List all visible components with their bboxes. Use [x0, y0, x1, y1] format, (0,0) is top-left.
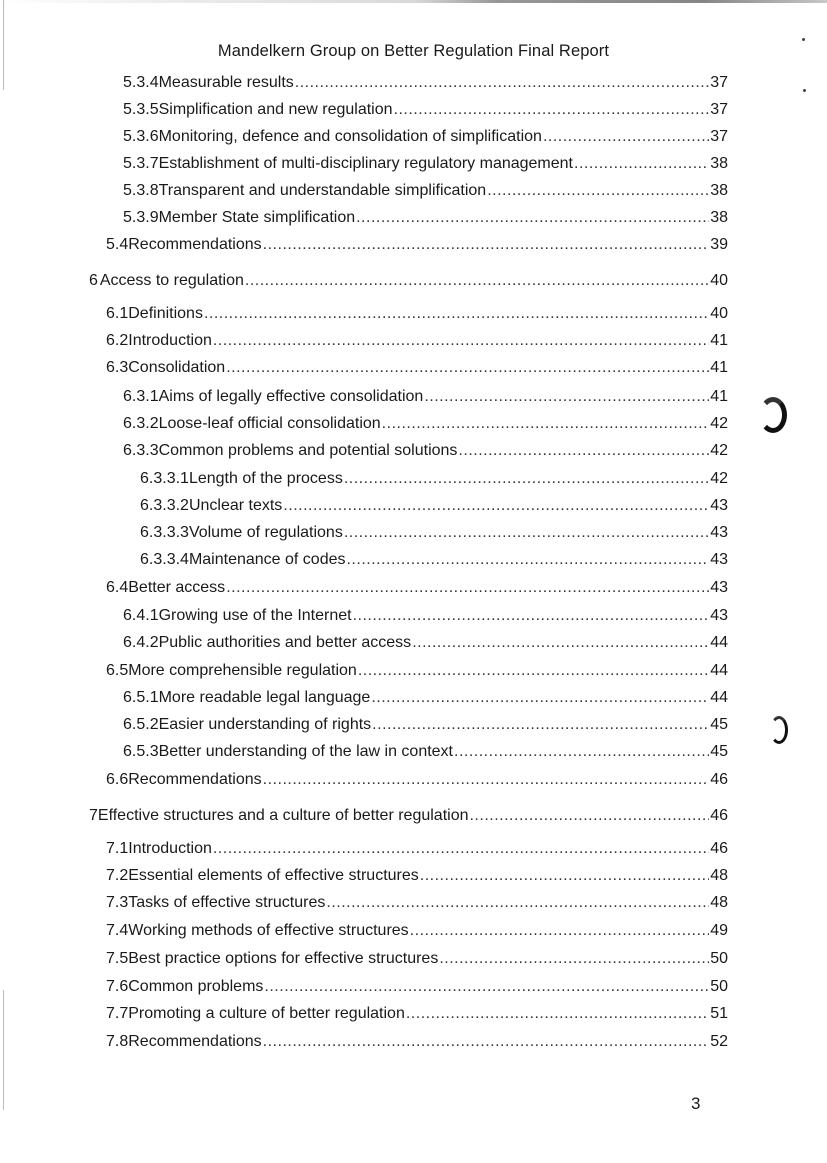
toc-entry-number: 6.5.2 [123, 716, 159, 733]
toc-entry [123, 688, 728, 708]
toc-entry-page: 40 [710, 272, 728, 289]
dot-leader [245, 271, 709, 291]
toc-entry [123, 127, 728, 147]
dot-leader [382, 414, 710, 434]
toc-entry-page: 38 [710, 182, 728, 199]
toc-entry-page: 44 [710, 634, 728, 651]
toc-entry [106, 893, 728, 913]
toc-entry-number: 6.4.1 [123, 607, 159, 624]
dot-leader [454, 742, 709, 762]
toc-entry-number: 5.3.7 [123, 155, 159, 172]
toc-entry [106, 1004, 728, 1024]
toc-entry-title: Introduction [128, 332, 212, 349]
scan-speck [803, 89, 806, 92]
toc-entry-title: Maintenance of codes [188, 551, 346, 568]
toc-entry-page: 50 [710, 950, 728, 967]
toc-entry-number: 6.3.3.2 [140, 497, 189, 514]
toc-entry-number: 5.4 [106, 236, 129, 253]
toc-entry [106, 235, 728, 255]
toc-entry-page: 38 [710, 209, 728, 226]
toc-entry-page: 43 [710, 579, 728, 596]
toc-entry-page: 44 [710, 689, 728, 706]
toc-entry [123, 73, 728, 93]
dot-leader [358, 661, 709, 681]
dot-leader [439, 949, 709, 969]
dot-leader [264, 977, 709, 997]
dot-leader [406, 1004, 709, 1024]
toc-entry-number: 5.3.4 [123, 74, 159, 91]
dot-leader [213, 331, 709, 351]
toc-entry-title: Recommendations [128, 1033, 262, 1050]
toc-entry-page: 48 [710, 867, 728, 884]
toc-entry-page: 42 [710, 442, 728, 459]
toc-entry-title: Unclear texts [188, 497, 283, 514]
dot-leader [263, 235, 710, 255]
dot-leader [226, 358, 709, 378]
toc-entry-title: Public authorities and better access [158, 634, 412, 651]
toc-entry-title: Definitions [128, 305, 203, 322]
dot-leader [424, 387, 709, 407]
toc-entry-title: Common problems [128, 978, 264, 995]
toc-entry-page: 51 [710, 1005, 728, 1022]
toc-entry-number: 6.3 [106, 359, 129, 376]
toc-entry-title: Monitoring, defence and consolidation of simplification [158, 128, 542, 145]
toc-entry-title: Length of the process [188, 470, 343, 487]
report-header: Mandelkern Group on Better Regulation Final Report [217, 42, 610, 60]
toc-entry-number: 6.1 [106, 305, 129, 322]
toc-entry-title: Easier understanding of rights [158, 716, 372, 733]
toc-entry-title: Better access [128, 579, 226, 596]
dot-leader [353, 606, 710, 626]
toc-entry-page: 43 [710, 524, 728, 541]
toc-entry-number: 6.3.3.4 [140, 551, 189, 568]
dot-leader [458, 441, 709, 461]
toc-entry-title: Tasks of effective structures [128, 894, 326, 911]
dot-leader [326, 893, 709, 913]
toc-entry-title: Loose-leaf official consolidation [158, 415, 381, 432]
toc-entry [106, 331, 728, 351]
dot-leader [295, 73, 709, 93]
dot-leader [394, 100, 710, 120]
toc-entry-page: 37 [710, 128, 728, 145]
toc-entry-title: Access to regulation [99, 272, 244, 289]
toc-entry-number: 7.4 [106, 922, 129, 939]
toc-entry-page: 46 [710, 771, 728, 788]
dot-leader [356, 208, 709, 228]
toc-entry [123, 742, 728, 762]
toc-entry-title: Best practice options for effective structures [128, 950, 439, 967]
toc-entry-page: 43 [710, 551, 728, 568]
toc-entry-title: Recommendations [128, 771, 262, 788]
toc-entry [123, 715, 728, 735]
toc-entry [106, 304, 728, 324]
dot-leader [213, 839, 709, 859]
toc-entry [106, 578, 728, 598]
dot-leader [574, 154, 709, 174]
toc-entry-title: Common problems and potential solutions [158, 442, 458, 459]
toc-entry-number: 6.5 [106, 662, 129, 679]
toc-entry-number: 6.3.2 [123, 415, 159, 432]
toc-entry-title: Growing use of the Internet [158, 607, 352, 624]
toc-entry-page: 49 [710, 922, 728, 939]
dot-leader [487, 181, 709, 201]
toc-entry-title: Simplification and new regulation [158, 101, 393, 118]
toc-entry-page: 43 [710, 497, 728, 514]
dot-leader [412, 633, 709, 653]
toc-entry-title: More comprehensible regulation [128, 662, 357, 679]
toc-entry-page: 50 [710, 978, 728, 995]
toc-entry-title: Promoting a culture of better regulation [128, 1005, 405, 1022]
toc-entry-title: Essential elements of effective structures [128, 867, 419, 884]
toc-entry-number: 6.3.1 [123, 388, 159, 405]
binder-hole-mark [770, 716, 788, 744]
toc-entry-number: 6.5.3 [123, 743, 159, 760]
scan-margin-mark [3, 990, 4, 1110]
toc-entry-number: 6.4.2 [123, 634, 159, 651]
page-number: 3 [691, 1094, 701, 1113]
toc-entry [140, 496, 728, 516]
toc-entry-title: Consolidation [128, 359, 226, 376]
toc-entry-page: 48 [710, 894, 728, 911]
toc-entry-number: 6.3.3.3 [140, 524, 189, 541]
toc-entry-title: Recommendations [128, 236, 262, 253]
dot-leader [344, 469, 709, 489]
toc-entry [106, 866, 728, 886]
toc-entry-page: 52 [710, 1033, 728, 1050]
toc-entry-number: 7.5 [106, 950, 129, 967]
toc-entry [106, 770, 728, 790]
toc-entry [123, 181, 728, 201]
toc-entry-number: 7.2 [106, 867, 129, 884]
toc-entry-number: 6 [89, 272, 98, 289]
toc-entry-title: Establishment of multi-disciplinary regulatory management [158, 155, 573, 172]
toc-entry-number: 7.8 [106, 1033, 129, 1050]
toc-entry-page: 41 [710, 359, 728, 376]
toc-entry-page: 39 [710, 236, 728, 253]
toc-entry-page: 41 [710, 388, 728, 405]
toc-entry [123, 154, 728, 174]
dot-leader [344, 523, 709, 543]
dot-leader [410, 921, 710, 941]
toc-entry-title: Aims of legally effective consolidation [158, 388, 424, 405]
dot-leader [226, 578, 709, 598]
toc-entry-title: Better understanding of the law in context [158, 743, 453, 760]
dot-leader [204, 304, 709, 324]
toc-entry-page: 44 [710, 662, 728, 679]
toc-entry [106, 949, 728, 969]
toc-entry [106, 661, 728, 681]
toc-entry-page: 46 [710, 807, 728, 824]
dot-leader [469, 806, 709, 826]
toc-entry [123, 100, 728, 120]
toc-entry-title: Working methods of effective structures [128, 922, 409, 939]
toc-entry-number: 7.3 [106, 894, 129, 911]
toc-entry-number: 6.3.3 [123, 442, 159, 459]
toc-entry-number: 5.3.9 [123, 209, 159, 226]
toc-entry [106, 1032, 728, 1052]
toc-entry-title: Introduction [128, 840, 212, 857]
toc-entry [140, 550, 728, 570]
toc-entry [123, 633, 728, 653]
toc-entry [123, 414, 728, 434]
toc-entry-number: 7 [89, 807, 98, 824]
toc-entry-number: 7.1 [106, 840, 129, 857]
dot-leader [371, 688, 709, 708]
toc-entry [106, 358, 728, 378]
toc-entry-page: 42 [710, 470, 728, 487]
toc-entry-title: Transparent and understandable simplification [158, 182, 487, 199]
toc-entry-number: 6.6 [106, 771, 129, 788]
toc-entry-number: 6.4 [106, 579, 129, 596]
toc-entry-page: 42 [710, 415, 728, 432]
toc-entry [89, 271, 728, 291]
dot-leader [420, 866, 709, 886]
toc-entry-page: 38 [710, 155, 728, 172]
dot-leader [283, 496, 709, 516]
toc-entry-page: 41 [710, 332, 728, 349]
dot-leader [263, 770, 710, 790]
toc-entry [140, 469, 728, 489]
scan-speck [802, 38, 805, 41]
toc-entry-number: 6.3.3.1 [140, 470, 189, 487]
toc-entry [89, 806, 728, 826]
toc-entry [123, 441, 728, 461]
toc-entry-page: 37 [710, 101, 728, 118]
toc-entry-title: Measurable results [158, 74, 294, 91]
toc-entry [123, 606, 728, 626]
toc-entry-title: Member State simplification [158, 209, 356, 226]
toc-entry-number: 7.7 [106, 1005, 129, 1022]
toc-entry-number: 5.3.6 [123, 128, 159, 145]
binder-hole-mark [759, 397, 787, 433]
toc-entry-number: 7.6 [106, 978, 129, 995]
toc-entry [106, 839, 728, 859]
toc-entry-title: Volume of regulations [188, 524, 343, 541]
toc-entry-number: 6.2 [106, 332, 129, 349]
toc-entry-page: 43 [710, 607, 728, 624]
toc-entry [140, 523, 728, 543]
toc-entry-number: 6.5.1 [123, 689, 159, 706]
dot-leader [543, 127, 709, 147]
toc-entry [106, 921, 728, 941]
dot-leader [372, 715, 709, 735]
dot-leader [346, 550, 709, 570]
toc-entry [106, 977, 728, 997]
toc-entry-page: 37 [710, 74, 728, 91]
toc-entry [123, 208, 728, 228]
scan-top-edge [0, 0, 827, 3]
toc-entry-number: 5.3.5 [123, 101, 159, 118]
toc-entry-page: 40 [710, 305, 728, 322]
dot-leader [263, 1032, 710, 1052]
toc-entry-number: 5.3.8 [123, 182, 159, 199]
toc-entry [123, 387, 728, 407]
toc-entry-title: More readable legal language [158, 689, 371, 706]
toc-entry-page: 46 [710, 840, 728, 857]
toc-entry-page: 45 [710, 743, 728, 760]
toc-entry-title: Effective structures and a culture of better regulation [97, 807, 469, 824]
toc-entry-page: 45 [710, 716, 728, 733]
